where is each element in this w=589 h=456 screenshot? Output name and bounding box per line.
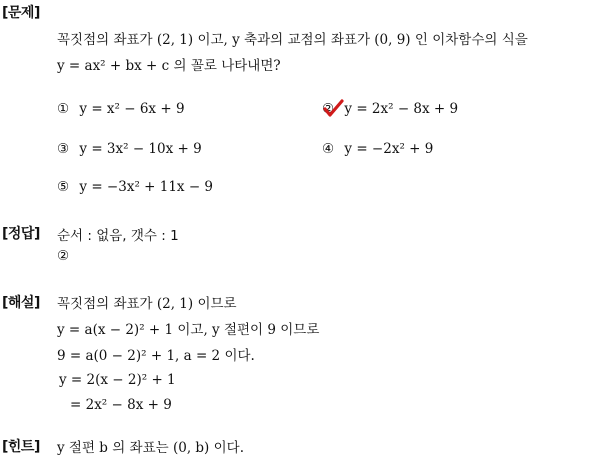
choice-5[interactable] [57,179,213,195]
choice-4[interactable] [322,141,433,157]
answer-line-2: ② [57,248,70,264]
explanation-line-1: 꼭짓점의 좌표가 (2, 1) 이므로 [57,296,237,312]
problem-line-2: y = ax² + bx + c 의 꼴로 나타내면? [57,58,281,74]
choice-2-text: y = 2x² − 8x + 9 [344,101,459,117]
problem-line-1: 꼭짓점의 좌표가 (2, 1) 이고, y 축과의 교점의 좌표가 (0, 9) 인 이차함수의 식을 [57,32,528,48]
answer-tag: [정답] [2,226,40,242]
explanation-line-2: y = a(x − 2)² + 1 이고, y 절편이 9 이므로 [57,322,320,338]
choice-5-number: ⑤ [57,179,70,195]
explanation-line-4: y = 2(x − 2)² + 1 [59,372,176,388]
explanation-line-5: = 2x² − 8x + 9 [70,397,172,413]
choice-4-text: y = −2x² + 9 [344,141,434,157]
hint-line-1: y 절편 b 의 좌표는 (0, b) 이다. [57,440,244,456]
choice-2-number: ② [322,101,335,117]
hint-tag: [힌트] [2,439,40,455]
check-mark-icon [322,98,344,120]
choice-1-text: y = x² − 6x + 9 [79,101,185,117]
choice-3-number: ③ [57,141,70,157]
choice-1[interactable] [57,101,185,117]
explanation-line-3: 9 = a(0 − 2)² + 1, a = 2 이다. [57,348,255,364]
choice-1-number: ① [57,101,70,117]
choice-3[interactable] [57,141,202,157]
choice-4-number: ④ [322,141,335,157]
explanation-tag: [해설] [2,295,40,311]
choice-5-text: y = −3x² + 11x − 9 [79,179,214,195]
choice-3-text: y = 3x² − 10x + 9 [79,141,202,157]
answer-line-1: 순서 : 없음, 갯수 : 1 [57,228,179,244]
problem-tag: [문제] [2,5,40,21]
